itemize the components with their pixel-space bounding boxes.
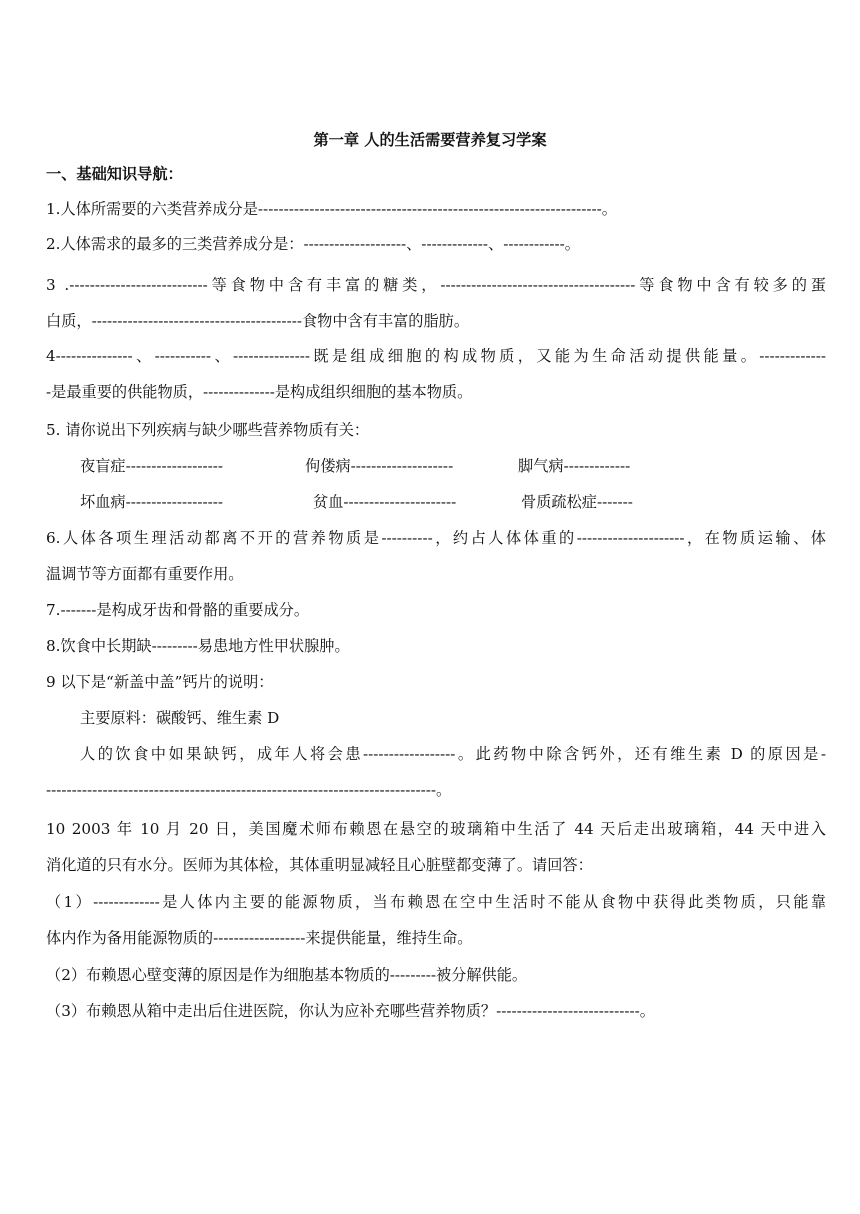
question-2: 2.人体需求的最多的三类营养成分是：--------------------、-------------、------------。 bbox=[46, 235, 580, 253]
disease-item: 骨质疏松症------- bbox=[521, 493, 633, 511]
question-7: 7.-------是构成牙齿和骨骼的重要成分。 bbox=[46, 601, 310, 619]
question-9-line-1: 人的饮食中如果缺钙，成年人将会患------------------。此药物中除含钙外，还有维生素 D 的原因是- bbox=[80, 745, 826, 763]
question-4-line-1: 4---------------、-----------、---------------既是组成细胞的构成物质，又能为生命活动提供能量。------------- bbox=[46, 347, 826, 365]
disease-item: 坏血病------------------- bbox=[80, 493, 224, 511]
question-6-line-2: 温调节等方面都有重要作用。 bbox=[46, 565, 244, 583]
question-9-ingredients: 主要原料：碳酸钙、维生素 D bbox=[80, 709, 280, 727]
question-3-line-1: 3 .---------------------------等食物中含有丰富的糖类，--------------------------------------等食物中含有较多的蛋 bbox=[46, 276, 826, 294]
disease-item: 贫血---------------------- bbox=[313, 493, 457, 511]
question-3-line-2: 白质，-----------------------------------------食物中含有丰富的脂肪。 bbox=[46, 312, 470, 330]
question-4-line-2: -是最重要的供能物质，--------------是构成组织细胞的基本物质。 bbox=[46, 383, 473, 401]
question-9-line-2: ----------------------------------------------------------------------------。 bbox=[46, 781, 452, 799]
disease-item: 佝偻病-------------------- bbox=[305, 457, 454, 475]
question-10-2: （2）布赖恩心壁变薄的原因是作为细胞基本物质的---------被分解供能。 bbox=[46, 966, 528, 984]
question-8: 8.饮食中长期缺---------易患地方性甲状腺肿。 bbox=[46, 637, 350, 655]
question-6-line-1: 6.人体各项生理活动都离不开的营养物质是----------，约占人体体重的---------------------，在物质运输、体 bbox=[46, 529, 826, 547]
section-heading: 一、基础知识导航： bbox=[46, 165, 183, 183]
document-title: 第一章 人的生活需要营养复习学案 bbox=[313, 131, 547, 149]
disease-item: 夜盲症------------------- bbox=[80, 457, 224, 475]
question-10-1-line-2: 体内作为备用能源物质的------------------来提供能量，维持生命。 bbox=[46, 929, 473, 947]
question-10-line-1: 10 2003 年 10 月 20 日，美国魔术师布赖恩在悬空的玻璃箱中生活了 44 天后走出玻璃箱，44 天中进入 bbox=[46, 820, 826, 838]
disease-item: 脚气病------------- bbox=[518, 457, 631, 475]
question-9: 9 以下是“新盖中盖”钙片的说明： bbox=[46, 673, 274, 691]
question-10-3: （3）布赖恩从箱中走出后住进医院，你认为应补充哪些营养物质？----------------------------。 bbox=[46, 1002, 655, 1020]
question-10-line-2: 消化道的只有水分。医师为其体检，其体重明显减轻且心脏壁都变薄了。请回答： bbox=[46, 856, 593, 874]
question-1: 1.人体所需要的六类营养成分是-------------------------------------------------------------------。 bbox=[46, 200, 617, 218]
question-5: 5. 请你说出下列疾病与缺少哪些营养物质有关： bbox=[46, 421, 370, 439]
question-10-1-line-1: （1）-------------是人体内主要的能源物质，当布赖恩在空中生活时不能从食物中获得此类物质，只能靠 bbox=[46, 893, 826, 911]
